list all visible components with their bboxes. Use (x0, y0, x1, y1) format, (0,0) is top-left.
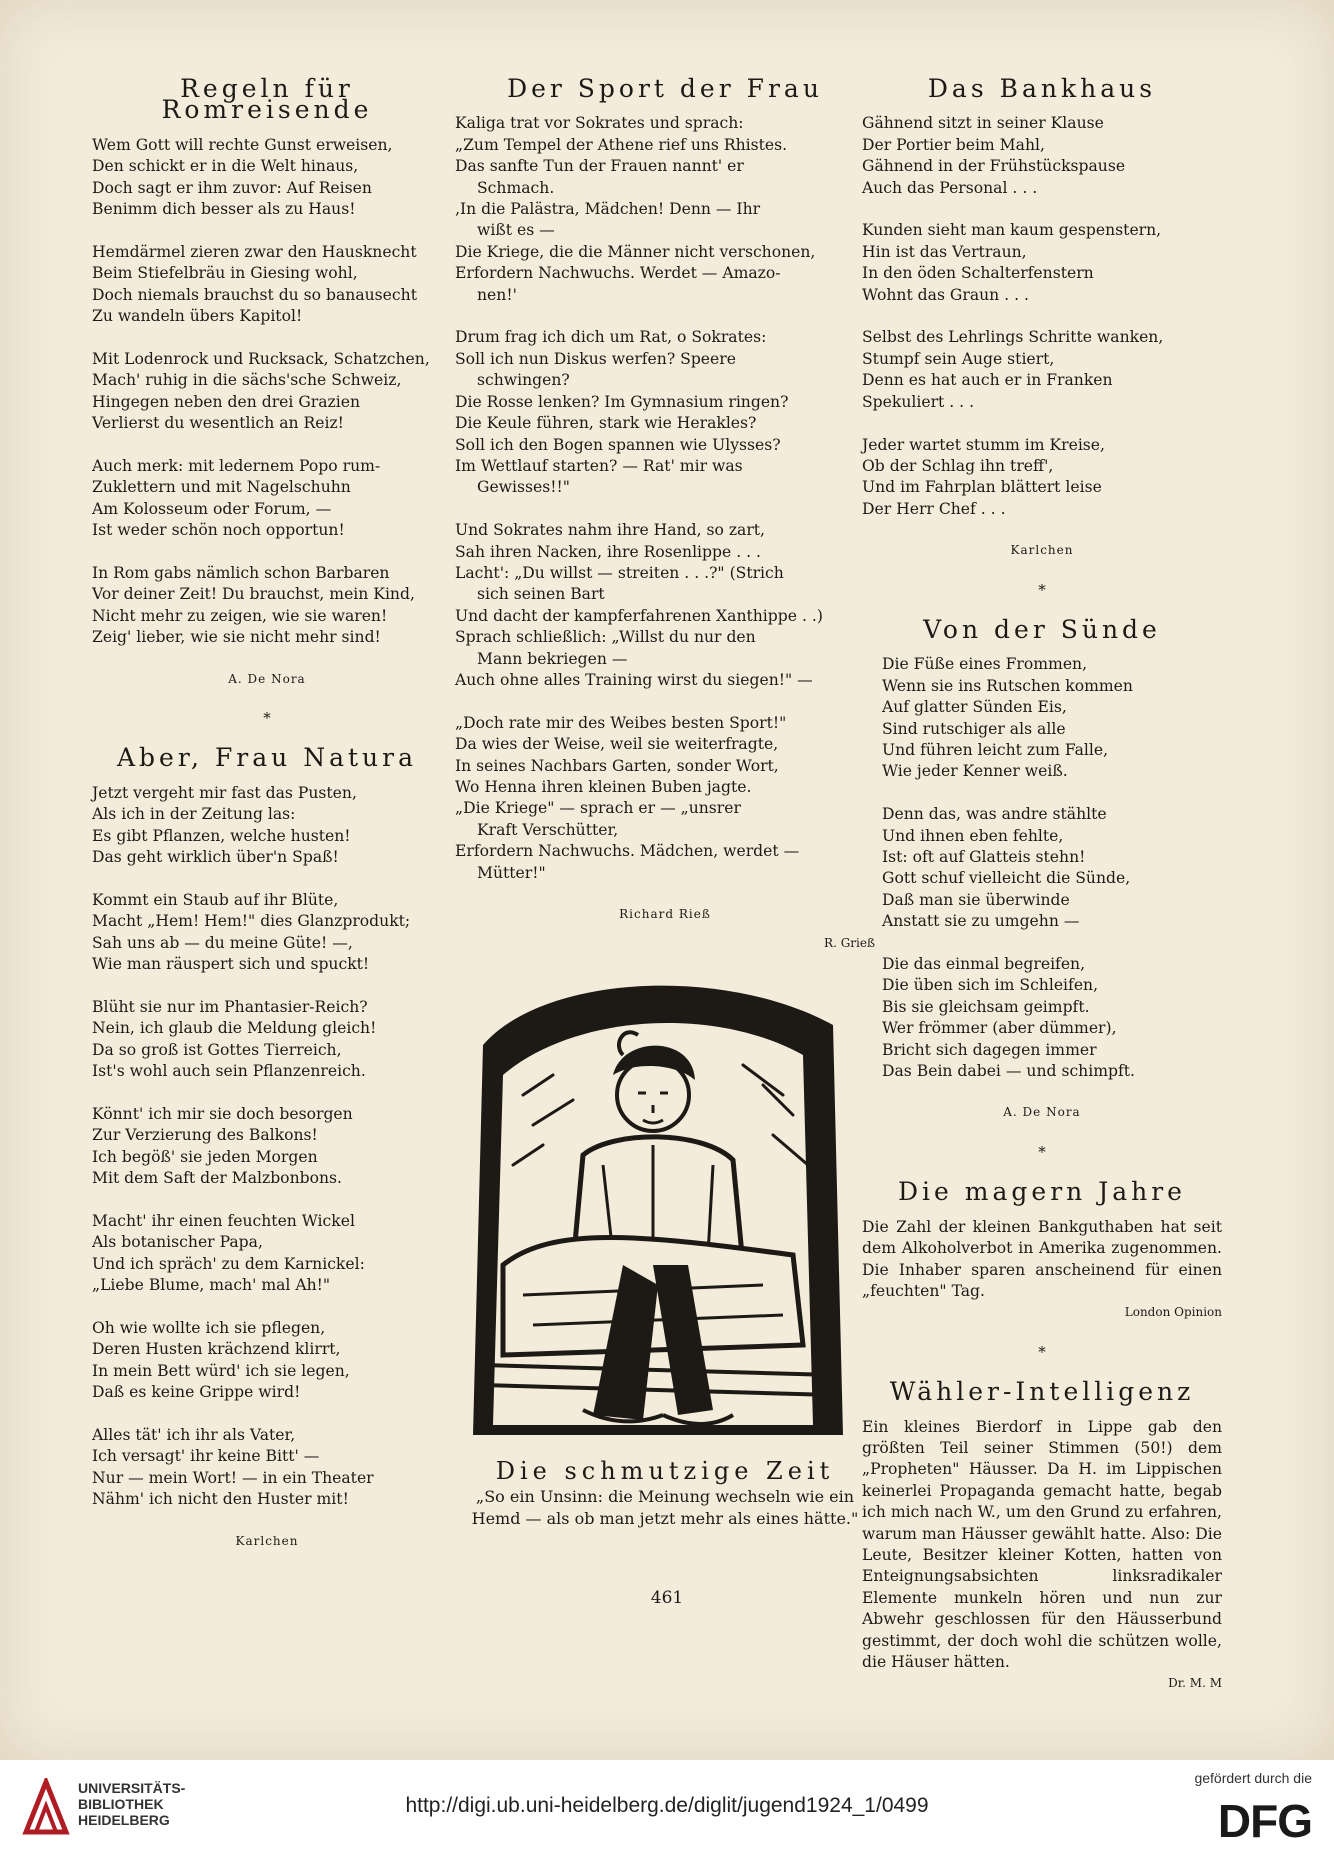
poem-line: Das Bein dabei — und schimpft. (882, 1062, 1135, 1081)
poem-title: Von der Sünde (923, 614, 1161, 644)
library-name-line-2: BIBLIOTHEK (78, 1796, 164, 1812)
poem-line: Den schickt er in die Welt hinaus, (92, 157, 359, 176)
permalink-url[interactable]: http://digi.ub.uni-heidelberg.de/diglit/jugend1924_1/0499 (405, 1794, 929, 1817)
poem-line: Macht' ihr einen feuchten Wickel (92, 1211, 355, 1230)
poem-line: Jeder wartet stumm im Kreise, (862, 435, 1105, 454)
page-number: 461 (650, 1588, 684, 1608)
funded-by-label: gefördert durch die (1194, 1770, 1312, 1786)
poem-line: „Liebe Blume, mach' mal Ah!" (92, 1276, 331, 1295)
poem-line (92, 542, 442, 563)
column-right (862, 70, 1222, 1703)
separator-star: * (263, 708, 271, 727)
poem-line: Verlierst du wesentlich an Reiz! (92, 414, 344, 433)
poem-line: Nicht mehr zu zeigen, wie sie waren! (92, 606, 388, 625)
separator-star: * (1038, 580, 1046, 599)
poem-author: A. De Nora (1003, 1105, 1081, 1120)
poem-line: Daß es keine Grippe wird! (92, 1383, 301, 1402)
poem-line: sich seinen Bart (477, 585, 605, 604)
poem-line: Ich begöß' sie jeden Morgen (92, 1147, 318, 1166)
poem-line: Gähnend sitzt in seiner Klause (862, 114, 1104, 133)
poem-line: Sah uns ab — du meine Güte! —, (92, 933, 353, 952)
poem-line: Die Keule führen, stark wie Herakles? (455, 414, 757, 433)
poem-line: Drum frag ich dich um Rat, o Sokrates: (455, 328, 767, 347)
poem-line: Sprach schließlich: „Willst du nur den (455, 628, 756, 647)
poem-line: Als botanischer Papa, (92, 1233, 263, 1252)
poem-line: Hin ist das Vertraun, (862, 242, 1027, 261)
poem-line: Doch niemals brauchst du so banausecht (92, 285, 417, 304)
poem-line: Oh wie wollte ich sie pflegen, (92, 1318, 326, 1337)
poem-line: Es gibt Pflanzen, welche husten! (92, 826, 351, 845)
illustration (463, 965, 853, 1455)
library-name-line-1: UNIVERSITÄTS- (78, 1780, 186, 1796)
poem-line: Wer frömmer (aber dümmer), (882, 1019, 1117, 1038)
poem-line: Das geht wirklich über'n Spaß! (92, 848, 339, 866)
poem-author: Karlchen (235, 1533, 299, 1548)
poem-line: Sind rutschiger als alle (882, 719, 1066, 738)
poem-line: In den öden Schalterfenstern (862, 264, 1094, 283)
poem-line: Ich versagt' ihr keine Bitt' — (92, 1447, 320, 1466)
poem-title: Aber, Frau Natura (117, 743, 417, 773)
poem-line: Mit dem Saft der Malzbonbons. (92, 1169, 342, 1188)
poem-line: Wie jeder Kenner weiß. (882, 762, 1068, 781)
poem-line: Doch sagt er ihm zuvor: Auf Reisen (92, 178, 372, 197)
poem-line: Alles tät' ich ihr als Vater, (92, 1425, 296, 1444)
poem-title: Das Bankhaus (927, 74, 1157, 103)
poem-line: „Die Kriege" — sprach er — „unsrer (455, 799, 741, 818)
poem-line: Wenn sie ins Rutschen kommen (882, 676, 1133, 695)
poem-line: In mein Bett würd' ich sie legen, (92, 1361, 350, 1380)
separator-star: * (1038, 1142, 1046, 1161)
poem-line: Die Kriege, die die Männer nicht verschonen, (455, 242, 816, 261)
article-source: London Opinion (1124, 1305, 1222, 1320)
poem-line (92, 1404, 442, 1425)
poem-line: Am Kolosseum oder Forum, — (92, 499, 332, 518)
poem-line: Hingegen neben den drei Grazien (92, 392, 361, 411)
poem-line: Soll ich den Bogen spannen wie Ulysses? (455, 435, 781, 454)
poem-line: „Doch rate mir des Weibes besten Sport!" (455, 713, 787, 732)
library-name-line-3: HEIDELBERG (78, 1812, 170, 1828)
poem-line (862, 199, 1222, 220)
poem-line (455, 306, 875, 327)
poem-line: Ob der Schlag ihn treff', (862, 456, 1054, 475)
poem-line: Denn es hat auch er in Franken (862, 371, 1113, 390)
poem-line: Da so groß ist Gottes Tierreich, (92, 1040, 342, 1059)
poem-line: schwingen? (477, 371, 570, 390)
article-title: Die magern Jahre (898, 1177, 1186, 1207)
poem-line: Jetzt vergeht mir fast das Pusten, (92, 783, 357, 802)
poem-line: Auch merk: mit ledernem Popo rum- (92, 456, 381, 475)
poem-line (92, 327, 442, 348)
poem-line: Erfordern Nachwuchs. Werdet — Amazo- (455, 264, 781, 283)
poem-line: Ist: oft auf Glatteis stehn! (882, 848, 1086, 866)
poem-line: Und ich spräch' zu dem Karnickel: (92, 1254, 365, 1273)
poem-line: Benimm dich besser als zu Haus! (92, 200, 356, 219)
poem-line: In Rom gabs nämlich schon Barbaren (92, 563, 390, 582)
poem-line: Auch das Personal . . . (862, 178, 1038, 197)
poem-line: Ist weder schön noch opportun! (92, 521, 345, 540)
poem-body (862, 113, 1222, 520)
poem-line: Vor deiner Zeit! Du brauchst, mein Kind, (92, 585, 415, 604)
poem-title: Regeln für Romreisende (161, 74, 373, 125)
poem-line: Selbst des Lehrlings Schritte wanken, (862, 328, 1164, 347)
poem-body (92, 783, 442, 1511)
illustration-signature: R.G (800, 1424, 823, 1439)
poem-line: „Zum Tempel der Athene rief uns Rhistes. (455, 135, 788, 154)
poem-line: Zur Verzierung des Balkons! (92, 1126, 318, 1145)
poem-line (92, 1082, 442, 1103)
poem-line: ‚In die Palästra, Mädchen! Denn — Ihr (455, 200, 761, 219)
viewer-footer (0, 1760, 1334, 1855)
poem-line: Gott schuf vielleicht die Sünde, (882, 869, 1131, 888)
poem-line: Die Rosse lenken? Im Gymnasium ringen? (455, 392, 789, 411)
poem-line: Die üben sich im Schleifen, (882, 976, 1099, 995)
poem-line: Kommt ein Staub auf ihr Blüte, (92, 890, 339, 909)
separator-star: * (1038, 1342, 1046, 1361)
poem-line: In seines Nachbars Garten, sonder Wort, (455, 756, 779, 775)
poem-line: Auf glatter Sünden Eis, (882, 698, 1067, 717)
poem-line: Könnt' ich mir sie doch besorgen (92, 1104, 353, 1123)
poem-body (455, 113, 875, 884)
poem-line: Bricht sich dagegen immer (882, 1040, 1097, 1059)
poem-line: Wie man räuspert sich und spuckt! (92, 955, 370, 974)
caption-quote-line-1: „So ein Unsinn: die Meinung wechseln wie ein (475, 1487, 855, 1507)
poem-line: nen!' (477, 285, 517, 304)
article-author: Dr. M. M (1168, 1676, 1222, 1691)
poem-line: Hemdärmel zieren zwar den Hausknecht (92, 242, 417, 261)
poem-line: Und führen leicht zum Falle, (882, 740, 1109, 759)
poem-line: Kaliga trat vor Sokrates und sprach: (455, 114, 744, 133)
poem-line (455, 499, 875, 520)
poem-line (92, 975, 442, 996)
poem-line: Die Füße eines Frommen, (882, 655, 1088, 674)
poem-line: Wo Henna ihren kleinen Buben jagte. (455, 778, 752, 796)
poem-line (92, 220, 442, 241)
poem-line: Spekuliert . . . (862, 392, 975, 411)
column-left (92, 70, 442, 1560)
poem-body (92, 135, 442, 649)
poem-line (92, 1297, 442, 1318)
poem-line: Das sanfte Tun der Frauen nannt' er (455, 157, 744, 176)
poem-author: A. De Nora (228, 671, 306, 686)
poem-line (882, 933, 1222, 954)
poem-line: Blüht sie nur im Phantasier-Reich? (92, 997, 368, 1016)
poem-line (862, 413, 1222, 434)
poem-line: Und dacht der kampferfahrenen Xanthippe . .) (455, 606, 823, 625)
poem-line: Als ich in der Zeitung las: (92, 805, 296, 824)
poem-line: Mütter!" (477, 863, 546, 882)
poem-line: Kunden sieht man kaum gespenstern, (862, 221, 1162, 240)
poem-line (92, 1190, 442, 1211)
poem-line: Mann bekriegen — (477, 649, 628, 668)
poem-line: Stumpf sein Auge stiert, (862, 349, 1055, 368)
poem-line: Macht „Hem! Hem!" dies Glanzprodukt; (92, 912, 411, 931)
poem-line: Nur — mein Wort! — in ein Theater (92, 1468, 374, 1487)
dfg-logo: DFG (1217, 1795, 1312, 1847)
poem-line: Zu wandeln übers Kapitol! (92, 307, 303, 326)
poem-line: Gewisses!!" (477, 478, 570, 497)
poem-author: Richard Rieß (619, 907, 711, 922)
poem-line: Und im Fahrplan blättert leise (862, 478, 1102, 497)
poem-line: Mach' ruhig in die sächs'sche Schweiz, (92, 371, 402, 390)
poem-line: Sah ihren Nacken, ihre Rosenlippe . . . (455, 542, 761, 561)
poem-line: Zuklettern und mit Nagelschuhn (92, 478, 351, 497)
poem-line: Mit Lodenrock und Rucksack, Schatzchen, (92, 349, 430, 368)
poem-line: Zeig' lieber, wie sie nicht mehr sind! (92, 628, 381, 647)
poem-line: Ist's wohl auch sein Pflanzenreich. (92, 1062, 366, 1081)
poem-line: Wem Gott will rechte Gunst erweisen, (92, 135, 393, 154)
poem-line (92, 868, 442, 889)
poem-body (862, 654, 1222, 1082)
poem-line: wißt es — (477, 221, 555, 240)
poem-line (455, 691, 875, 712)
poem-line: Die das einmal begreifen, (882, 955, 1086, 974)
poem-line (882, 783, 1222, 804)
poem-line: Und Sokrates nahm ihre Hand, so zart, (455, 521, 766, 540)
poem-line: Wohnt das Graun . . . (862, 285, 1029, 304)
article-text: Die Zahl der kleinen Bankguthaben hat seit dem Alkoholverbot in Amerika zugenommen. Die Inhaber sparen anscheinend für einen „feuchten" Tag. (862, 1217, 1222, 1300)
poem-line: Denn das, was andre stählte (882, 805, 1107, 824)
poem-line: Da wies der Weise, weil sie weiterfragte, (455, 735, 779, 754)
poem-line: Kraft Verschütter, (477, 820, 619, 839)
article-title: Wähler-Intelligenz (889, 1377, 1195, 1407)
caption-quote-line-2: Hemd — als ob man jetzt mehr als eines hätte." (471, 1509, 859, 1529)
poem-line: Auch ohne alles Training wirst du siegen!" — (455, 670, 813, 689)
poem-line (92, 435, 442, 456)
column-middle (455, 70, 875, 1530)
poem-author: Karlchen (1010, 543, 1074, 558)
poem-line: Und ihnen eben fehlte, (882, 826, 1064, 845)
poem-line: Erfordern Nachwuchs. Mädchen, werdet — (455, 842, 800, 861)
poem-line: Der Herr Chef . . . (862, 499, 1006, 518)
poem-line: Im Wettlauf starten? — Rat' mir was (455, 456, 743, 475)
poem-line: Der Portier beim Mahl, (862, 135, 1045, 154)
poem-line: Soll ich nun Diskus werfen? Speere (455, 349, 736, 368)
poem-line: Nähm' ich nicht den Huster mit! (92, 1490, 349, 1509)
poem-line: Deren Husten krächzend klirrt, (92, 1340, 341, 1359)
poem-line: Schmach. (477, 178, 555, 197)
poem-title: Der Sport der Frau (507, 74, 823, 103)
poem-line: Beim Stiefelbräu in Giesing wohl, (92, 264, 358, 283)
woman-in-bed-drawing (463, 965, 853, 1455)
illustration-caption: Die schmutzige Zeit (495, 1456, 835, 1485)
poem-line: Anstatt sie zu umgehn — (882, 912, 1080, 931)
poem-line: Bis sie gleichsam geimpft. (882, 997, 1090, 1016)
illustration-artist: R. Grieß (824, 936, 875, 951)
poem-line: Gähnend in der Frühstückspause (862, 157, 1126, 176)
poem-line: Nein, ich glaub die Meldung gleich! (92, 1019, 377, 1038)
article-text: Ein kleines Bierdorf in Lippe gab den größten Teil seiner Stimmen (50!) dem „Propheten" Häusser. Da H. im Lippischen keinerlei Propaganda gemacht hatte, begab ich mich nach W., um den Grund zu erfahren, warum man Häusser gewählt hatte. Also: Die Leute, Besitzer kleiner Kotten, hatten von Enteignungsabsichten linksradikaler Elemente munkeln hören und nun zur Abwehr geschlossen für den Häusserbund gestimmt, der doch wohl die schützen wolle, die Häuser hätten. (862, 1417, 1222, 1671)
poem-line (862, 306, 1222, 327)
poem-line: Daß man sie überwinde (882, 890, 1070, 909)
poem-line: Lacht': „Du willst — streiten . . .?" (Strich (455, 563, 784, 582)
